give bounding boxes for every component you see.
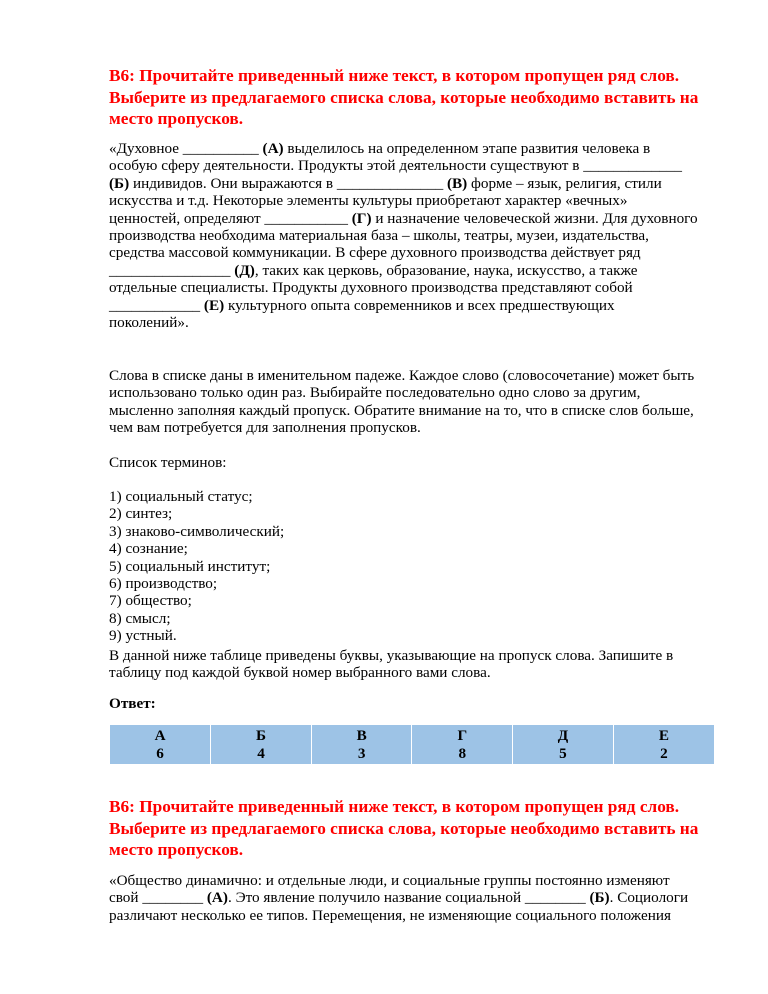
answer-number: 4 [211, 744, 312, 764]
term-item: 9) устный. [109, 627, 177, 645]
text-run: . Социологи [609, 889, 689, 907]
answer-letters-row [110, 725, 714, 744]
gap-blank: __________ [182, 140, 259, 157]
answer-number: 5 [513, 744, 614, 764]
text-run: средства массовой коммуникации. В сфере духовного производства действует ряд [109, 244, 641, 262]
gap-marker: (А) [206, 889, 228, 907]
text-run: выделилось на определенном этапе развития человека в [283, 140, 651, 157]
text-run: , таких как церковь, образование, наука, искусство, а также [254, 261, 638, 279]
answer-letter: Е [613, 725, 714, 744]
text-run: «Духовное [109, 140, 183, 157]
text-run: отдельные специалисты. Продукты духовного производства представляют собой [109, 279, 633, 297]
text-line [109, 297, 719, 314]
gap-marker: (В) [446, 174, 468, 192]
text-line [109, 140, 719, 157]
task-text-1 [109, 140, 719, 331]
text-run: и назначение человеческой жизни. Для духовного [371, 209, 698, 227]
text-line [109, 157, 719, 174]
gap-blank: ______________ [336, 174, 444, 192]
text-run: . Это явление получило название социальной [227, 889, 525, 907]
answer-number: 2 [613, 744, 714, 764]
gap-marker: (Г) [351, 209, 372, 227]
answer-label-text: Ответ: [109, 695, 156, 712]
title-line: место пропусков. [109, 109, 244, 128]
text-line [109, 889, 719, 906]
term-item: 4) сознание; [109, 540, 188, 558]
text-line [109, 227, 719, 244]
text-line [109, 279, 719, 296]
answer-numbers-row [110, 744, 714, 764]
text-run: особую сферу деятельности. Продукты этой деятельности существуют в [109, 157, 584, 175]
answer-letter: Д [513, 725, 614, 744]
gap-blank: ________ [524, 889, 586, 907]
answer-letter: В [311, 725, 412, 744]
title-line: В6: Прочитайте приведенный ниже текст, в котором пропущен ряд слов. [109, 66, 680, 85]
title-line: Выберите из предлагаемого списка слова, которые необходимо вставить на [109, 87, 699, 107]
text-run: индивидов. Они выражаются в [129, 174, 337, 192]
gap-blank: ____________ [109, 296, 201, 314]
text-run: форме – язык, религия, стили [467, 174, 662, 192]
text-run: культурного опыта современников и всех предшествующих [224, 296, 615, 314]
text-line [109, 262, 719, 279]
text-line [109, 192, 719, 209]
text-run: «Общество динамично: и отдельные люди, и социальные группы постоянно изменяют [109, 872, 670, 889]
answer-table [110, 725, 714, 764]
title-line: Выберите из предлагаемого списка слова, которые необходимо вставить на [109, 818, 699, 838]
text-run: искусства и т.д. Некоторые элементы культуры приобретают характер «вечных» [109, 192, 628, 210]
text-line [109, 314, 719, 331]
text-run: свой [109, 889, 143, 907]
term-item: 1) социальный статус; [109, 488, 253, 505]
task-title-1 [109, 65, 719, 130]
answer-letter: А [154, 726, 166, 744]
terms-list [109, 488, 719, 645]
text-run: различают несколько ее типов. Перемещения, не изменяющие социального положения [109, 906, 671, 924]
gap-blank: ________________ [109, 261, 231, 279]
term-item: 8) смысл; [109, 609, 171, 627]
terms-heading: Список терминов: [109, 454, 227, 471]
answer-number: 3 [311, 744, 412, 764]
text-line [109, 210, 719, 227]
title-line: место пропусков. [109, 840, 244, 859]
answer-letter: Б [211, 725, 312, 744]
term-item: 7) общество; [109, 592, 192, 610]
instruction-line: Слова в списке даны в именительном падеже. Каждое слово (словосочетание) может быть [109, 367, 695, 384]
gap-blank: ________ [142, 889, 204, 907]
answer-number: 8 [412, 744, 513, 764]
text-run: производства необходима материальная база – школы, театры, музеи, издательства, [109, 227, 649, 245]
instructions-paragraph [109, 367, 719, 437]
term-item: 6) производство; [109, 575, 218, 593]
title-line: В6: Прочитайте приведенный ниже текст, в котором пропущен ряд слов. [109, 797, 680, 816]
table-instruction-line: В данной ниже таблице приведены буквы, указывающие на пропуск слова. Запишите в [109, 647, 674, 664]
table-instructions [109, 647, 719, 682]
gap-blank: ___________ [264, 209, 348, 227]
text-run: поколений». [109, 314, 189, 332]
answer-letter: Г [412, 725, 513, 744]
table-instruction-line: таблицу под каждой буквой номер выбранного вами слова. [109, 664, 491, 682]
gap-marker: (Б) [589, 889, 610, 907]
gap-marker: (Е) [203, 296, 225, 314]
answer-label [109, 695, 719, 712]
term-item: 2) синтез; [109, 505, 173, 523]
text-line [109, 872, 719, 889]
gap-blank: _____________ [583, 157, 682, 175]
text-line [109, 244, 719, 261]
term-item: 3) знаково-символический; [109, 522, 285, 540]
text-line [109, 175, 719, 192]
text-run: ценностей, определяют [109, 209, 265, 227]
instruction-line: мысленно заполняя каждый пропуск. Обратите внимание на то, что в списке слов больше, [109, 401, 694, 419]
gap-marker: (Б) [109, 174, 130, 192]
text-line [109, 907, 719, 924]
gap-marker: (А) [262, 140, 284, 157]
gap-marker: (Д) [234, 261, 255, 279]
task-text-2 [109, 872, 719, 924]
term-item: 5) социальный институт; [109, 557, 271, 575]
instruction-line: использовано только один раз. Выбирайте последовательно одно слово за другим, [109, 384, 641, 402]
task-title-2 [109, 796, 719, 861]
answer-number: 6 [156, 744, 164, 762]
instruction-line: чем вам потребуется для заполнения пропусков. [109, 419, 421, 437]
